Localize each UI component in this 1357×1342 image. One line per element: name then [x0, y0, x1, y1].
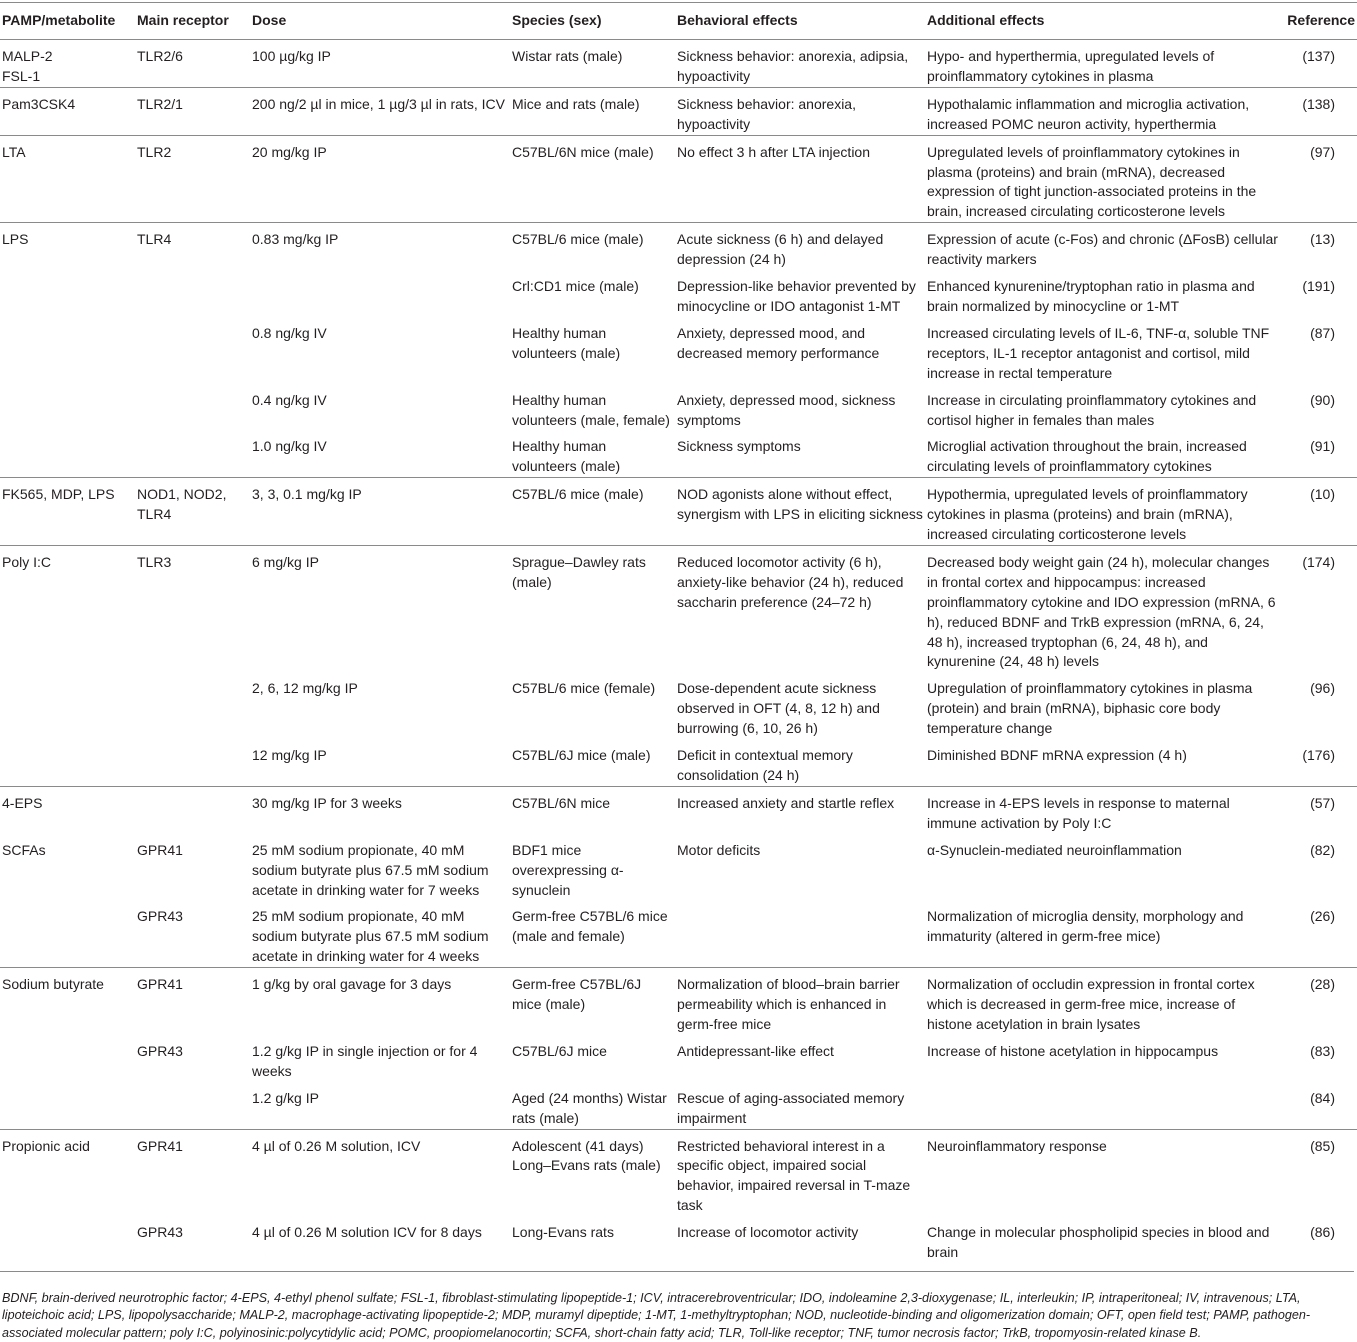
species-sex-cell: Wistar rats (male): [510, 40, 675, 88]
reference-cell: (85): [1280, 1129, 1357, 1216]
behavioral-effects-cell: Reduced locomotor activity (6 h), anxiety-like behavior (24 h), reduced saccharin preference (24–72 h): [675, 545, 925, 672]
header-main-receptor: Main receptor: [135, 3, 250, 40]
additional-effects-cell: Decreased body weight gain (24 h), molecular changes in frontal cortex and hippocampus: increased proinflammatory cytokine and IDO expression (mRNA, 6 h), reduced BDNF and TrkB expression (mRNA, 6, 24, 48 h), increased tryptophan (6, 24, 48 h), and kynurenine (24, 48 h) levels: [925, 545, 1280, 672]
species-sex-cell: Long-Evans rats: [512, 1224, 614, 1241]
reference-cell: (96): [1310, 680, 1335, 697]
main-receptor-cell: [135, 384, 250, 431]
reference-cell: (90): [1310, 391, 1335, 408]
main-receptor-cell: [135, 786, 250, 833]
additional-effects-cell: Neuroinflammatory response: [925, 1129, 1280, 1216]
dose-cell: 30 mg/kg IP for 3 weeks: [250, 786, 510, 833]
species-sex-cell: Aged (24 months) Wistar rats (male): [512, 1089, 667, 1126]
pamp-metabolite-cell: MALP-2 FSL-1: [0, 40, 135, 88]
species-sex-cell: Adolescent (41 days) Long–Evans rats (male): [510, 1129, 675, 1216]
header-dose: Dose: [250, 3, 510, 40]
species-sex-cell: Germ-free C57BL/6J mice (male): [510, 968, 675, 1035]
main-receptor-cell: TLR3: [135, 545, 250, 672]
data-table: [0, 2, 1357, 1269]
additional-effects-cell: Enhanced kynurenine/tryptophan ratio in plasma and brain normalized by minocycline or 1-MT: [927, 278, 1255, 314]
dose-cell: 1.2 g/kg IP: [252, 1089, 319, 1106]
additional-effects-cell: Hypo- and hyperthermia, upregulated levels of proinflammatory cytokines in plasma: [925, 40, 1280, 88]
behavioral-effects-cell: Sickness symptoms: [677, 438, 801, 455]
species-sex-cell: Germ-free C57BL/6 mice (male and female): [512, 908, 668, 945]
behavioral-effects-cell: No effect 3 h after LTA injection: [675, 135, 925, 223]
table-row: [0, 968, 1357, 1035]
table-row: [0, 270, 1357, 317]
dose-cell: 0.8 ng/kg IV: [252, 324, 327, 341]
dose-cell: 25 mM sodium propionate, 40 mM sodium butyrate plus 67.5 mM sodium acetate in drinking water for 4 weeks: [252, 908, 489, 965]
behavioral-effects-cell: Anxiety, depressed mood, and decreased memory performance: [677, 324, 880, 361]
header-row: [0, 3, 1357, 40]
table-row: [0, 1082, 1357, 1129]
table-row: [0, 40, 1357, 88]
main-receptor-cell: TLR2: [135, 135, 250, 223]
additional-effects-cell: Normalization of microglia density, morphology and immaturity (altered in germ-free mice): [927, 908, 1244, 945]
table-row: [0, 834, 1357, 901]
additional-effects-cell: Microglial activation throughout the brain, increased circulating levels of proinflammatory cytokines: [927, 438, 1247, 475]
pamp-metabolite-cell: Sodium butyrate: [0, 968, 135, 1035]
behavioral-effects-cell: [675, 900, 925, 967]
dose-cell: 2, 6, 12 mg/kg IP: [252, 680, 358, 697]
additional-effects-cell: Upregulation of proinflammatory cytokines in plasma (protein) and brain (mRNA), biphasic core body temperature change: [927, 680, 1253, 737]
dose-cell: 20 mg/kg IP: [250, 135, 510, 223]
pamp-metabolite-cell: [0, 1082, 135, 1129]
additional-effects-cell: Change in molecular phospholipid species in blood and brain: [927, 1224, 1270, 1261]
reference-cell: (82): [1310, 841, 1335, 858]
reference-cell: (137): [1280, 40, 1357, 88]
additional-effects-cell: Increase of histone acetylation in hippocampus: [927, 1042, 1219, 1059]
species-sex-cell: C57BL/6J mice (male): [512, 747, 651, 764]
table-row: [0, 87, 1357, 135]
table-row: [0, 545, 1357, 672]
species-sex-cell: Crl:CD1 mice (male): [512, 278, 639, 295]
behavioral-effects-cell: Restricted behavioral interest in a specific object, impaired social behavior, impaired reversal in T-maze task: [675, 1129, 925, 1216]
dose-cell: 4 µl of 0.26 M solution ICV for 8 days: [252, 1224, 482, 1241]
table-row: [0, 739, 1357, 786]
species-sex-cell: Mice and rats (male): [510, 87, 675, 135]
species-sex-cell: C57BL/6J mice: [512, 1042, 607, 1059]
additional-effects-cell: Hypothalamic inflammation and microglia activation, increased POMC neuron activity, hyperthermia: [925, 87, 1280, 135]
additional-effects-cell: Increase in circulating proinflammatory cytokines and cortisol higher in females than males: [927, 391, 1257, 428]
pamp-metabolite-cell: LTA: [0, 135, 135, 223]
reference-cell: (86): [1310, 1224, 1335, 1241]
table-row: [0, 672, 1357, 739]
table-row: [0, 317, 1357, 384]
dose-cell: 0.4 ng/kg IV: [252, 391, 327, 408]
reference-cell: (28): [1280, 968, 1357, 1035]
additional-effects-cell: Increase in 4-EPS levels in response to maternal immune activation by Poly I:C: [925, 786, 1280, 833]
pamp-metabolite-cell: 4-EPS: [0, 786, 135, 833]
table-row: [0, 900, 1357, 967]
header-behavioral-effects: Behavioral effects: [675, 3, 925, 40]
pamp-metabolite-cell: [0, 900, 135, 967]
reference-cell: (191): [1302, 278, 1335, 295]
pamp-metabolite-cell: Poly I:C: [0, 545, 135, 672]
table-row: [0, 1129, 1357, 1216]
behavioral-effects-cell: Normalization of blood–brain barrier permeability which is enhanced in germ-free mice: [675, 968, 925, 1035]
table-row: [0, 786, 1357, 833]
table-row: [0, 223, 1357, 270]
additional-effects-cell: Hypothermia, upregulated levels of proinflammatory cytokines in plasma (proteins) and brain (mRNA), increased circulating corticosterone levels: [925, 478, 1280, 546]
species-sex-cell: Healthy human volunteers (male, female): [512, 391, 670, 428]
main-receptor-cell: GPR41: [137, 841, 183, 858]
pamp-metabolite-cell: [0, 384, 135, 431]
main-receptor-cell: GPR43: [137, 1042, 183, 1059]
pamp-metabolite-cell: [0, 672, 135, 739]
main-receptor-cell: [135, 270, 250, 317]
header-additional-effects: Additional effects: [925, 3, 1280, 40]
pamp-metabolite-cell: LPS: [0, 223, 135, 270]
species-sex-cell: C57BL/6 mice (male): [510, 223, 675, 270]
dose-cell: 1.2 g/kg IP in single injection or for 4 weeks: [252, 1042, 478, 1079]
table-header: [0, 3, 1357, 40]
table-row: [0, 1035, 1357, 1082]
dose-cell: 3, 3, 0.1 mg/kg IP: [250, 478, 510, 546]
reference-cell: (91): [1310, 438, 1335, 455]
species-sex-cell: Sprague–Dawley rats (male): [510, 545, 675, 672]
reference-cell: (13): [1280, 223, 1357, 270]
behavioral-effects-cell: Acute sickness (6 h) and delayed depression (24 h): [675, 223, 925, 270]
main-receptor-cell: TLR4: [135, 223, 250, 270]
species-sex-cell: Healthy human volunteers (male): [512, 438, 621, 475]
pamp-metabolite-cell: [0, 739, 135, 786]
pamp-metabolite-cell: SCFAs: [2, 841, 46, 858]
main-receptor-cell: [135, 672, 250, 739]
behavioral-effects-cell: Increased anxiety and startle reflex: [675, 786, 925, 833]
pamp-metabolite-cell: [0, 1216, 135, 1269]
header-species-sex: Species (sex): [510, 3, 675, 40]
reference-cell: (138): [1280, 87, 1357, 135]
dose-cell: 4 µl of 0.26 M solution, ICV: [250, 1129, 510, 1216]
additional-effects-cell: Increased circulating levels of IL-6, TNF-α, soluble TNF receptors, IL-1 receptor antagonist and cortisol, mild increase in rectal temperature: [927, 324, 1270, 381]
pamp-metabolite-cell: FK565, MDP, LPS: [0, 478, 135, 546]
additional-effects-cell: Diminished BDNF mRNA expression (4 h): [927, 747, 1187, 764]
reference-cell: (26): [1310, 908, 1335, 925]
dose-cell: 200 ng/2 µl in mice, 1 µg/3 µl in rats, ICV: [250, 87, 510, 135]
reference-cell: (97): [1280, 135, 1357, 223]
pamp-metabolite-cell: [0, 430, 135, 477]
main-receptor-cell: [135, 1082, 250, 1129]
dose-cell: 100 µg/kg IP: [250, 40, 510, 88]
dose-cell: 0.83 mg/kg IP: [250, 223, 510, 270]
species-sex-cell: BDF1 mice overexpressing α-synuclein: [512, 841, 624, 898]
main-receptor-cell: TLR2/1: [135, 87, 250, 135]
reference-cell: (87): [1310, 324, 1335, 341]
table-row: [0, 1216, 1357, 1269]
behavioral-effects-cell: Deficit in contextual memory consolidation (24 h): [677, 747, 853, 783]
reference-cell: (176): [1302, 747, 1335, 764]
main-receptor-cell: GPR43: [137, 908, 183, 925]
behavioral-effects-cell: Rescue of aging-associated memory impairment: [677, 1089, 905, 1126]
species-sex-cell: C57BL/6 mice (male): [510, 478, 675, 546]
behavioral-effects-cell: Sickness behavior: anorexia, adipsia, hypoactivity: [675, 40, 925, 88]
pamp-metabolite-cell: Pam3CSK4: [0, 87, 135, 135]
reference-cell: (57): [1280, 786, 1357, 833]
species-sex-cell: Healthy human volunteers (male): [512, 324, 621, 361]
reference-cell: (84): [1310, 1089, 1335, 1106]
pamp-metabolite-cell: [0, 1035, 135, 1082]
behavioral-effects-cell: NOD agonists alone without effect, synergism with LPS in eliciting sickness: [675, 478, 925, 546]
main-receptor-cell: GPR43: [137, 1224, 183, 1241]
main-receptor-cell: NOD1, NOD2, TLR4: [135, 478, 250, 546]
header-reference: Reference: [1280, 3, 1357, 40]
dose-cell: 12 mg/kg IP: [252, 747, 327, 764]
behavioral-effects-cell: Dose-dependent acute sickness observed in OFT (4, 8, 12 h) and burrowing (6, 10, 26 h): [677, 680, 880, 737]
pamp-metabolite-cell: [0, 317, 135, 384]
table-body: [0, 40, 1357, 1269]
dose-cell: 6 mg/kg IP: [250, 545, 510, 672]
main-receptor-cell: [135, 317, 250, 384]
additional-effects-cell: Normalization of occludin expression in frontal cortex which is decreased in germ-free mice, increase of histone acetylation in brain lysates: [925, 968, 1280, 1035]
main-receptor-cell: GPR41: [135, 968, 250, 1035]
reference-cell: (174): [1280, 545, 1357, 672]
reference-cell: (83): [1310, 1042, 1335, 1059]
species-sex-cell: C57BL/6N mice: [510, 786, 675, 833]
additional-effects-cell: Upregulated levels of proinflammatory cytokines in plasma (proteins) and brain (mRNA), decreased expression of tight junction-associated proteins in the brain, increased circulating corticosterone levels: [925, 135, 1280, 223]
behavioral-effects-cell: Anxiety, depressed mood, sickness symptoms: [677, 391, 896, 428]
behavioral-effects-cell: Increase of locomotor activity: [677, 1224, 859, 1241]
table-footnote: BDNF, brain-derived neurotrophic factor; 4-EPS, 4-ethyl phenol sulfate; FSL-1, fibroblast-stimulating lipopeptide-1; ICV, intracerebroventricular; IDO, indoleamine 2,3-dioxygenase; IL, interleukin; IP, intraperitoneal; IV, intravenous; LTA, lipoteichoic acid; LPS, lipopolysaccharide; MALP-2, macrophage-activating lipopeptide-2; MDP, muramyl dipeptide; 1-MT, 1-methyltryptophan; NOD, nucleotide-binding and oligomerization domain; OFT, open field test; PAMP, pathogen-associated molecular pattern; poly I:C, polyinosinic:polycytidylic acid; POMC, proopiomelanocortin; SCFA, short-chain fatty acid; TLR, Toll-like receptor; TNF, tumor necrosis factor; TrkB, tropomyosin-related kinase B.: [0, 1271, 1354, 1342]
dose-cell: 25 mM sodium propionate, 40 mM sodium butyrate plus 67.5 mM sodium acetate in drinking water for 7 weeks: [252, 841, 489, 898]
pamp-metabolite-cell: [0, 270, 135, 317]
behavioral-effects-cell: Sickness behavior: anorexia, hypoactivity: [675, 87, 925, 135]
dose-cell: [250, 270, 510, 317]
dose-cell: 1.0 ng/kg IV: [252, 438, 327, 455]
behavioral-effects-cell: Motor deficits: [677, 841, 761, 858]
table-row: [0, 430, 1357, 477]
species-sex-cell: C57BL/6 mice (female): [512, 680, 656, 697]
additional-effects-cell: [925, 1082, 1280, 1129]
dose-cell: 1 g/kg by oral gavage for 3 days: [250, 968, 510, 1035]
additional-effects-cell: α-Synuclein-mediated neuroinflammation: [927, 841, 1182, 858]
reference-cell: (10): [1280, 478, 1357, 546]
pamp-metabolite-cell: Propionic acid: [0, 1129, 135, 1216]
main-receptor-cell: GPR41: [135, 1129, 250, 1216]
species-sex-cell: C57BL/6N mice (male): [510, 135, 675, 223]
behavioral-effects-cell: Antidepressant-like effect: [677, 1042, 834, 1059]
header-pamp-metabolite: PAMP/metabolite: [0, 3, 135, 40]
table-row: [0, 135, 1357, 223]
main-receptor-cell: TLR2/6: [135, 40, 250, 88]
main-receptor-cell: [135, 739, 250, 786]
behavioral-effects-cell: Depression-like behavior prevented by minocycline or IDO antagonist 1-MT: [677, 278, 916, 314]
additional-effects-cell: Expression of acute (c-Fos) and chronic (ΔFosB) cellular reactivity markers: [925, 223, 1280, 270]
table-row: [0, 478, 1357, 546]
table-row: [0, 384, 1357, 431]
main-receptor-cell: [135, 430, 250, 477]
